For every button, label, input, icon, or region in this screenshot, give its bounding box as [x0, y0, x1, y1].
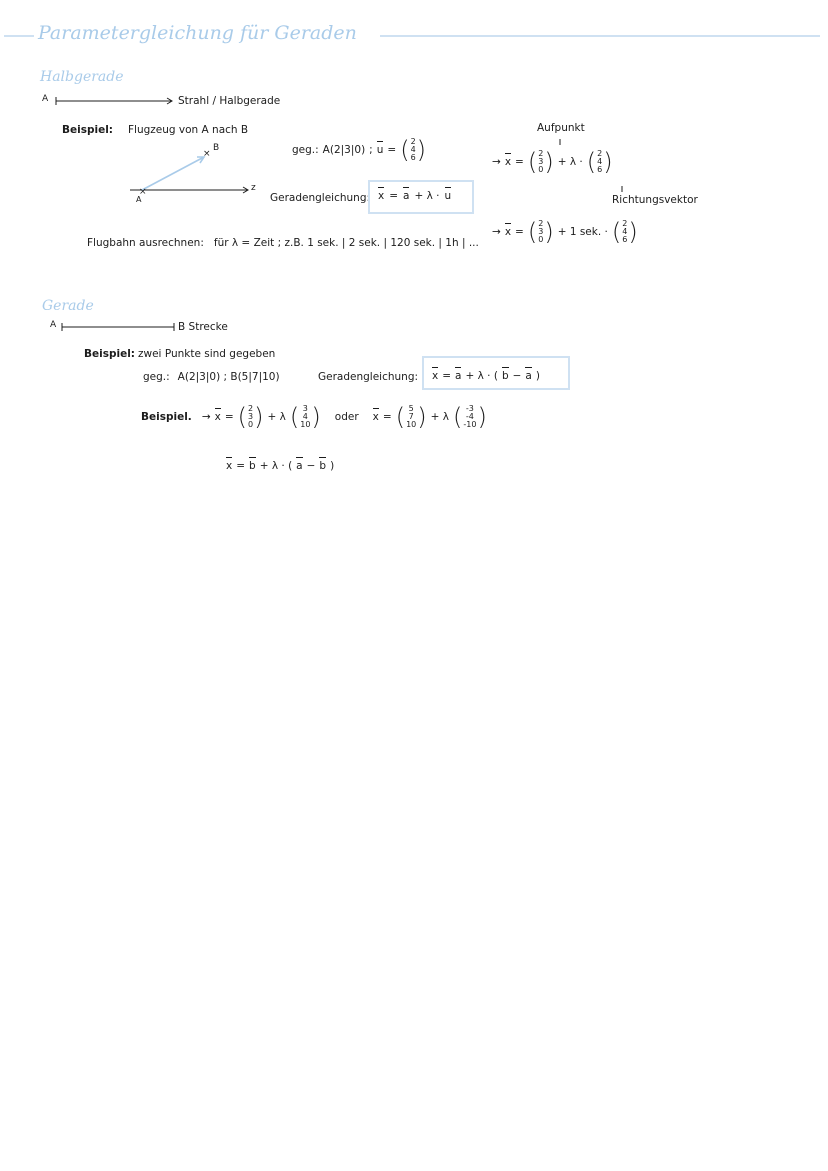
res2-u-matrix: ( 2 4 6 ): [611, 218, 638, 246]
given-label-1: geg.:: [292, 144, 319, 156]
sketch-cross-a: ×: [139, 187, 147, 197]
ex2-d-matrix: ( -3 -4 -10 ): [453, 403, 487, 431]
implies-arrow-2: →: [492, 226, 501, 238]
eq2-a: a: [455, 370, 462, 382]
segment-label: B Strecke: [178, 321, 228, 333]
eq2-a2: a: [525, 370, 532, 382]
alt-plus-lambda: + λ · (: [259, 460, 293, 472]
ex-label: Beispiel.: [141, 411, 192, 423]
given-line-2: [143, 371, 280, 383]
matrix-entry: 0: [538, 165, 544, 174]
eq-u: u: [444, 190, 452, 202]
result-line-2: → x = ( 2 3 0 ) + 1 sek. · ( 2 4 6 ): [492, 218, 638, 246]
sketch-cross-b: ×: [203, 149, 211, 159]
matrix-entry: -10: [463, 420, 477, 429]
ex2-x: x: [372, 411, 379, 423]
equation-2: x = a + λ · ( b − a ): [432, 370, 540, 382]
matrix-entry: 2: [410, 137, 416, 146]
matrix-entry: 2: [622, 219, 628, 228]
matrix-entry: 3: [248, 412, 254, 421]
matrix-entry: -3: [465, 404, 474, 413]
alt-minus: −: [306, 460, 316, 472]
matrix-entry: 3: [538, 227, 544, 236]
segment-start-label: A: [50, 320, 57, 330]
eq2-b: b: [501, 370, 509, 382]
implies-arrow-3: →: [201, 411, 211, 423]
matrix-entry: 4: [302, 412, 308, 421]
given-line-1: geg.: A(2|3|0) ; u = ( 2 4 6 ): [292, 136, 427, 164]
eq2-close: ): [535, 370, 540, 382]
section-heading-halbgerade: Halbgerade: [40, 69, 124, 85]
alt-equation: x = b + λ · ( a − b ): [226, 460, 335, 472]
page-title: Parametergleichung für Geraden: [38, 22, 357, 44]
vector-u-symbol: u: [376, 144, 384, 156]
matrix-entry: 2: [538, 219, 544, 228]
eq-a: a: [403, 190, 410, 202]
flight-label: Flugbahn ausrechnen:: [87, 237, 204, 249]
sketch-point-a: A: [136, 195, 142, 204]
res1-a-matrix: ( 2 3 0 ): [527, 148, 554, 176]
matrix-entry: 10: [300, 420, 311, 429]
alt-x: x: [226, 460, 233, 472]
matrix-entry: 4: [622, 227, 628, 236]
matrix-entry: 6: [622, 235, 628, 244]
matrix-entry: 2: [597, 149, 603, 158]
eq-x: x: [378, 190, 385, 202]
ray-label: Strahl / Halbgerade: [178, 95, 281, 107]
sketch-point-b: B: [213, 143, 220, 153]
res2-a-matrix: ( 2 3 0 ): [527, 218, 554, 246]
equation-label-1: Geradengleichung:: [270, 192, 371, 204]
res1-u-matrix: ( 2 4 6 ): [586, 148, 613, 176]
oder-label: oder: [334, 411, 359, 423]
implies-arrow-1: →: [492, 156, 501, 168]
alt-b2: b: [319, 460, 327, 472]
matrix-entry: -4: [465, 412, 474, 421]
matrix-entry: 2: [248, 404, 254, 413]
matrix-entry: 5: [408, 404, 414, 413]
res2-x: x: [504, 226, 512, 238]
alt-a: a: [296, 460, 303, 472]
matrix-entry: 3: [538, 157, 544, 166]
sketch-axis-label: z: [251, 183, 256, 193]
given-point-a: A(2|3|0): [322, 144, 366, 156]
matrix-entry: 7: [408, 412, 414, 421]
richtungsvektor-label: Richtungsvektor: [612, 194, 698, 206]
matrix-entry: 4: [410, 145, 416, 154]
ex1-x: x: [214, 411, 221, 423]
example-label-2: Beispiel:: [84, 348, 136, 360]
matrix-entry: 3: [302, 404, 308, 413]
example-text-2: zwei Punkte sind gegeben: [138, 348, 276, 360]
given-points-ab: A(2|3|0) ; B(5|7|10): [177, 371, 280, 383]
matrix-entry: 4: [597, 157, 603, 166]
ex2-b-matrix: ( 5 7 10 ): [395, 403, 427, 431]
flight-arrow: [142, 157, 204, 190]
res1-x: x: [504, 156, 512, 168]
equation-1: x = a + λ · u: [378, 190, 452, 202]
equation-label-2: Geradengleichung:: [318, 371, 419, 383]
res1-plus-lambda: + λ ·: [557, 156, 583, 168]
matrix-entry: 0: [248, 420, 254, 429]
example-line-numeric: Beispiel. → x = ( 2 3 0 ) + λ ( 3 4 10 ) oder x = ( 5 7 10 ) + λ ( -3 -4 -10 ): [141, 403, 487, 431]
flight-text: für λ = Zeit ; z.B. 1 sek. | 2 sek. | 120 sek. | 1h | ...: [213, 237, 479, 249]
alt-close: ): [330, 460, 335, 472]
eq2-minus: −: [512, 370, 522, 382]
section-heading-gerade: Gerade: [42, 298, 94, 314]
flight-line: [87, 237, 479, 249]
eq-plus-lambda: + λ ·: [414, 190, 440, 202]
res2-lambda: + 1 sek. ·: [557, 226, 608, 238]
eq2-x: x: [432, 370, 439, 382]
alt-b: b: [249, 460, 256, 472]
eq2-plus-lambda: + λ · (: [465, 370, 498, 382]
matrix-entry: 0: [538, 235, 544, 244]
matrix-entry: 2: [538, 149, 544, 158]
example-label-1: Beispiel:: [62, 124, 114, 136]
example-text-1: Flugzeug von A nach B: [128, 124, 249, 136]
given-u-matrix: ( 2 4 6 ): [400, 136, 427, 164]
matrix-entry: 6: [410, 153, 416, 162]
aufpunkt-label: Aufpunkt: [537, 122, 585, 134]
result-line-1: → x = ( 2 3 0 ) + λ · ( 2 4 6 ): [492, 148, 613, 176]
ex1-a-matrix: ( 2 3 0 ): [237, 403, 264, 431]
matrix-entry: 10: [406, 420, 417, 429]
given-label-2: geg.:: [143, 371, 170, 383]
matrix-entry: 6: [597, 165, 603, 174]
ray-start-label: A: [42, 94, 49, 104]
ex1-d-matrix: ( 3 4 10 ): [289, 403, 321, 431]
